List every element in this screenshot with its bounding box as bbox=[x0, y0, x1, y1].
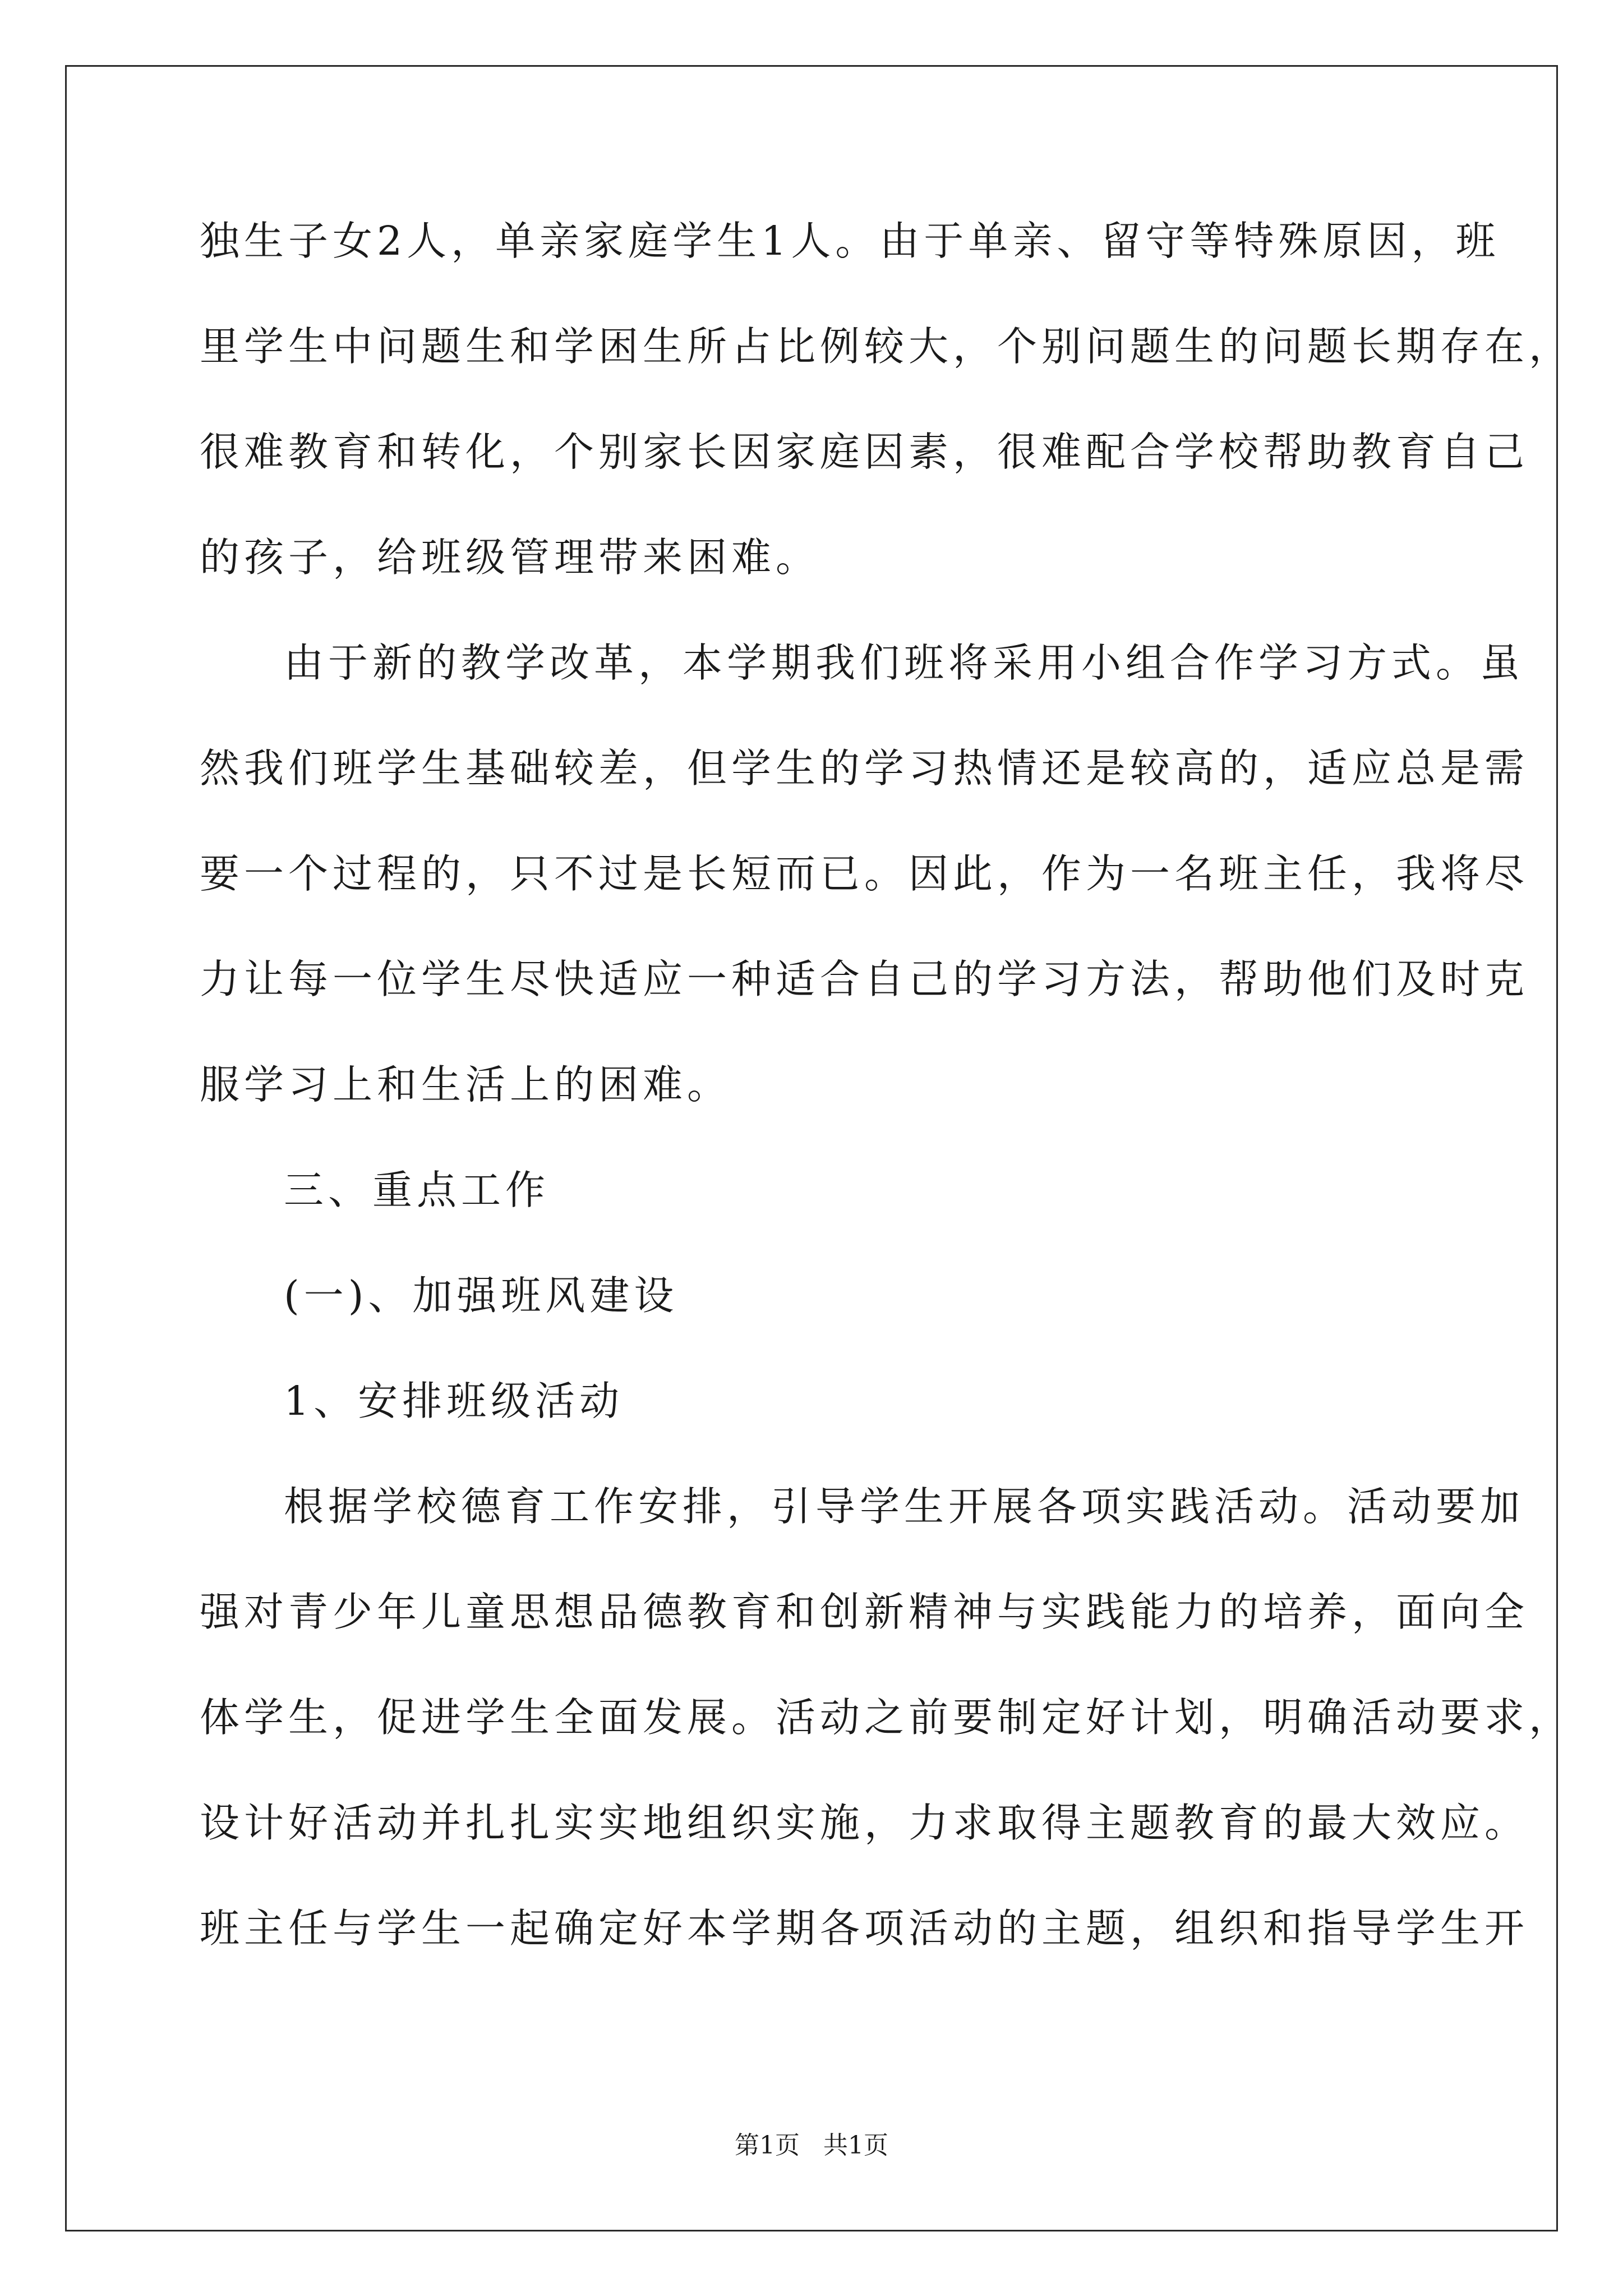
body-line: 里学生中问题生和学困生所占比例较大，个别问题生的问题长期存在， bbox=[200, 323, 1574, 370]
page-footer bbox=[0, 2125, 1623, 2161]
page-number-total: 共1页 bbox=[823, 2131, 888, 2160]
body-line: 很难教育和转化，个别家长因家庭因素，很难配合学校帮助教育自己 bbox=[200, 429, 1529, 475]
section-heading: 三、重点工作 bbox=[284, 1167, 550, 1213]
body-line: 体学生，促进学生全面发展。活动之前要制定好计划，明确活动要求， bbox=[200, 1694, 1574, 1741]
body-line: 独生子女2人，单亲家庭学生1人。由于单亲、留守等特殊原因，班 bbox=[200, 218, 1500, 264]
paragraph-first-line: 根据学校德育工作安排，引导学生开展各项实践活动。活动要加 bbox=[284, 1483, 1525, 1530]
body-line: 要一个过程的，只不过是长短而已。因此，作为一名班主任，我将尽 bbox=[200, 850, 1529, 897]
body-line: 然我们班学生基础较差，但学生的学习热情还是较高的，适应总是需 bbox=[200, 745, 1529, 792]
body-line: 班主任与学生一起确定好本学期各项活动的主题，组织和指导学生开 bbox=[200, 1905, 1529, 1952]
subsection-heading: (一)、加强班风建设 bbox=[284, 1272, 679, 1319]
body-line: 力让每一位学生尽快适应一种适合自己的学习方法，帮助他们及时克 bbox=[200, 956, 1529, 1002]
body-line: 设计好活动并扎扎实实地组织实施，力求取得主题教育的最大效应。 bbox=[200, 1800, 1529, 1846]
page-number-current: 第1页 bbox=[735, 2131, 800, 2160]
paragraph-first-line: 由于新的教学改革，本学期我们班将采用小组合作学习方式。虽 bbox=[284, 639, 1525, 686]
body-line: 的孩子，给班级管理带来困难。 bbox=[200, 534, 820, 581]
body-line: 强对青少年儿童思想品德教育和创新精神与实践能力的培养，面向全 bbox=[200, 1589, 1529, 1635]
body-line: 服学习上和生活上的困难。 bbox=[200, 1061, 732, 1108]
item-heading: 1、安排班级活动 bbox=[284, 1378, 624, 1424]
